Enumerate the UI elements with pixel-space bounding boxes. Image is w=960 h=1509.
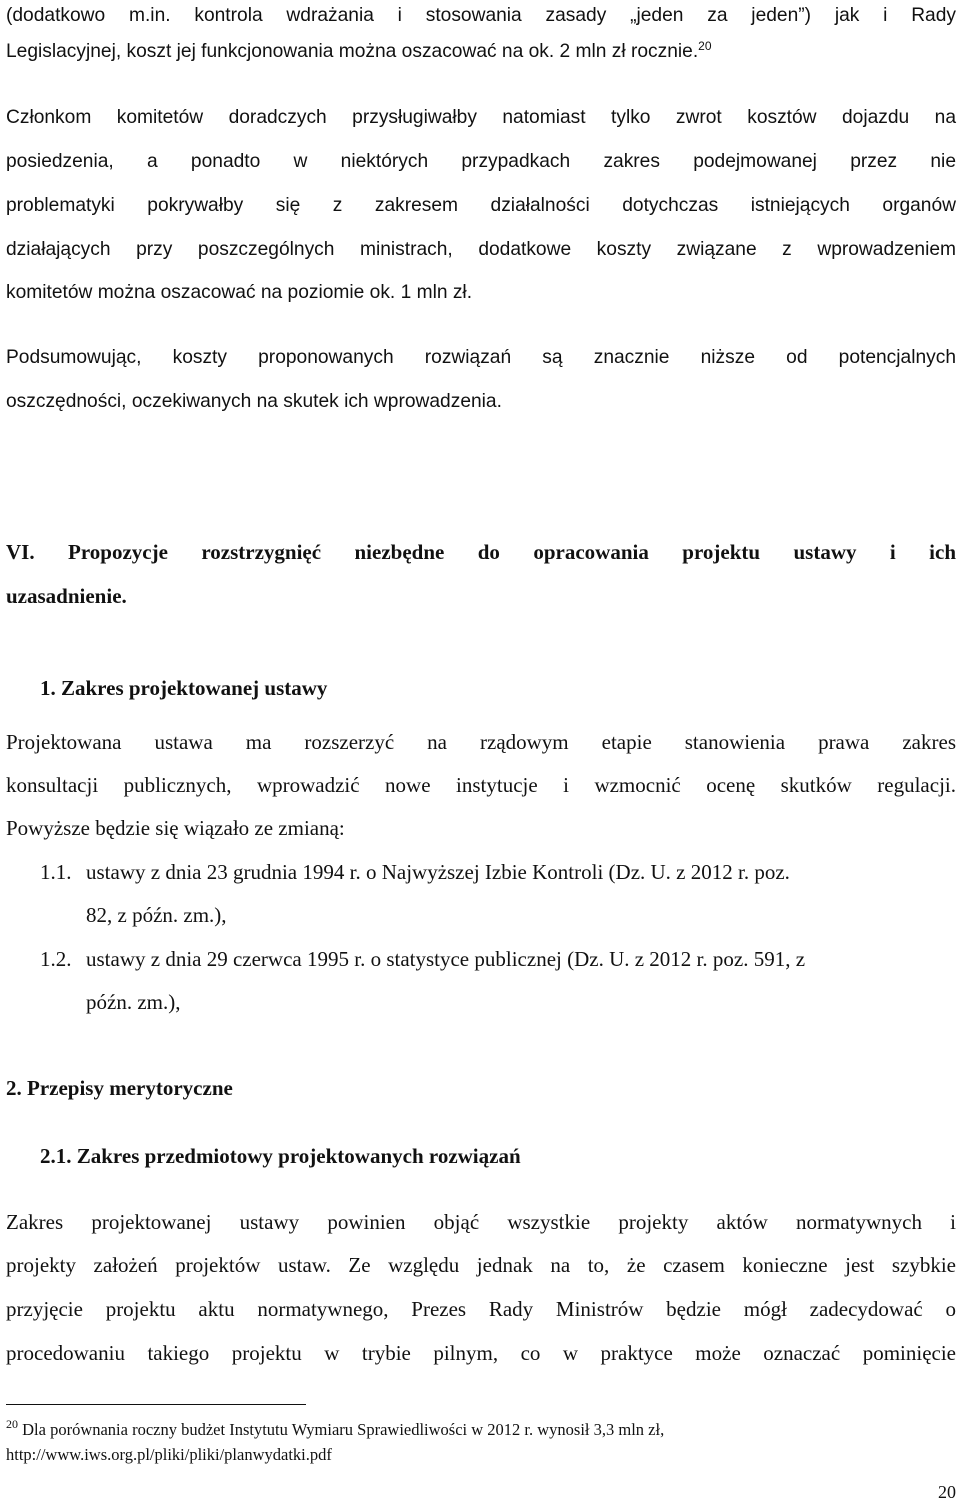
paragraph-line: Zakres projektowanej ustawy powinien objąć wszystkie projekty aktów normatywnych i <box>6 1210 956 1234</box>
paragraph-line: Podsumowując, koszty proponowanych rozwiązań są znacznie niższe od potencjalnych <box>6 347 956 368</box>
paragraph-line: procedowaniu takiego projektu w trybie pilnym, co w praktyce może oznaczać pominięcie <box>6 1341 956 1365</box>
footnote <box>6 1418 664 1442</box>
paragraph-line: Powyższe będzie się wiązało ze zmianą: <box>6 816 345 840</box>
paragraph-line: komitetów można oszacować na poziomie ok. 1 mln zł. <box>6 282 473 303</box>
intro-line: (dodatkowo m.in. kontrola wdrażania i stosowania zasady „jeden za jeden”) jak i Rady <box>6 5 956 26</box>
paragraph-line: Projektowana ustawa ma rozszerzyć na rządowym etapie stanowienia prawa zakres <box>6 730 956 754</box>
list-item: 82, z późn. zm.), <box>86 903 227 927</box>
subsection-heading: 2.1. Zakres przedmiotowy projektowanych rozwiązań <box>40 1144 521 1168</box>
subsection-heading: 2. Przepisy merytoryczne <box>6 1076 233 1100</box>
footnote-text: Dla porównania roczny budżet Instytutu Wymiaru Sprawiedliwości w 2012 r. wynosił 3,3 mln zł, <box>22 1420 665 1439</box>
section-heading: uzasadnienie. <box>6 584 127 608</box>
section-heading: VI. Propozycje rozstrzygnięć niezbędne do opracowania projektu ustawy i ich <box>6 540 956 564</box>
footnote-link[interactable]: http://www.iws.org.pl/pliki/pliki/planwydatki.pdf <box>6 1445 332 1464</box>
intro-line <box>6 30 956 74</box>
paragraph-line: oszczędności, oczekiwanych na skutek ich wprowadzenia. <box>6 391 502 412</box>
paragraph-line: projekty założeń projektów ustaw. Ze względu jednak na to, że czasem konieczne jest szybkie <box>6 1253 956 1277</box>
intro-text: Legislacyjnej, koszt jej funkcjonowania można oszacować na ok. 2 mln zł rocznie. <box>6 41 699 62</box>
list-item: późn. zm.), <box>86 990 181 1014</box>
footnote-ref[interactable]: 20 <box>698 39 712 53</box>
subsection-heading: 1. Zakres projektowanej ustawy <box>40 676 328 700</box>
footnote-separator <box>6 1404 306 1405</box>
paragraph-line: działających przy poszczególnych ministrach, dodatkowe koszty związane z wprowadzeniem <box>6 239 956 260</box>
paragraph-line: Członkom komitetów doradczych przysługiwałby natomiast tylko zwrot kosztów dojazdu na <box>6 107 956 128</box>
list-item: ustawy z dnia 23 grudnia 1994 r. o Najwyższej Izbie Kontroli (Dz. U. z 2012 r. poz. <box>86 860 790 884</box>
page-number: 20 <box>938 1482 956 1502</box>
paragraph-line: przyjęcie projektu aktu normatywnego, Prezes Rady Ministrów będzie mógł zadecydować o <box>6 1297 956 1321</box>
list-item: ustawy z dnia 29 czerwca 1995 r. o statystyce publicznej (Dz. U. z 2012 r. poz. 591, z <box>86 947 806 971</box>
paragraph-line: konsultacji publicznych, wprowadzić nowe instytucje i wzmocnić ocenę skutków regulacji. <box>6 773 956 797</box>
paragraph-line: posiedzenia, a ponadto w niektórych przypadkach zakres podejmowanej przez nie <box>6 151 956 172</box>
list-number: 1.1. <box>40 860 72 884</box>
list-number: 1.2. <box>40 947 72 971</box>
footnote-number: 20 <box>6 1417 18 1431</box>
paragraph-line: problematyki pokrywałby się z zakresem działalności dotychczas istniejących organów <box>6 195 956 216</box>
